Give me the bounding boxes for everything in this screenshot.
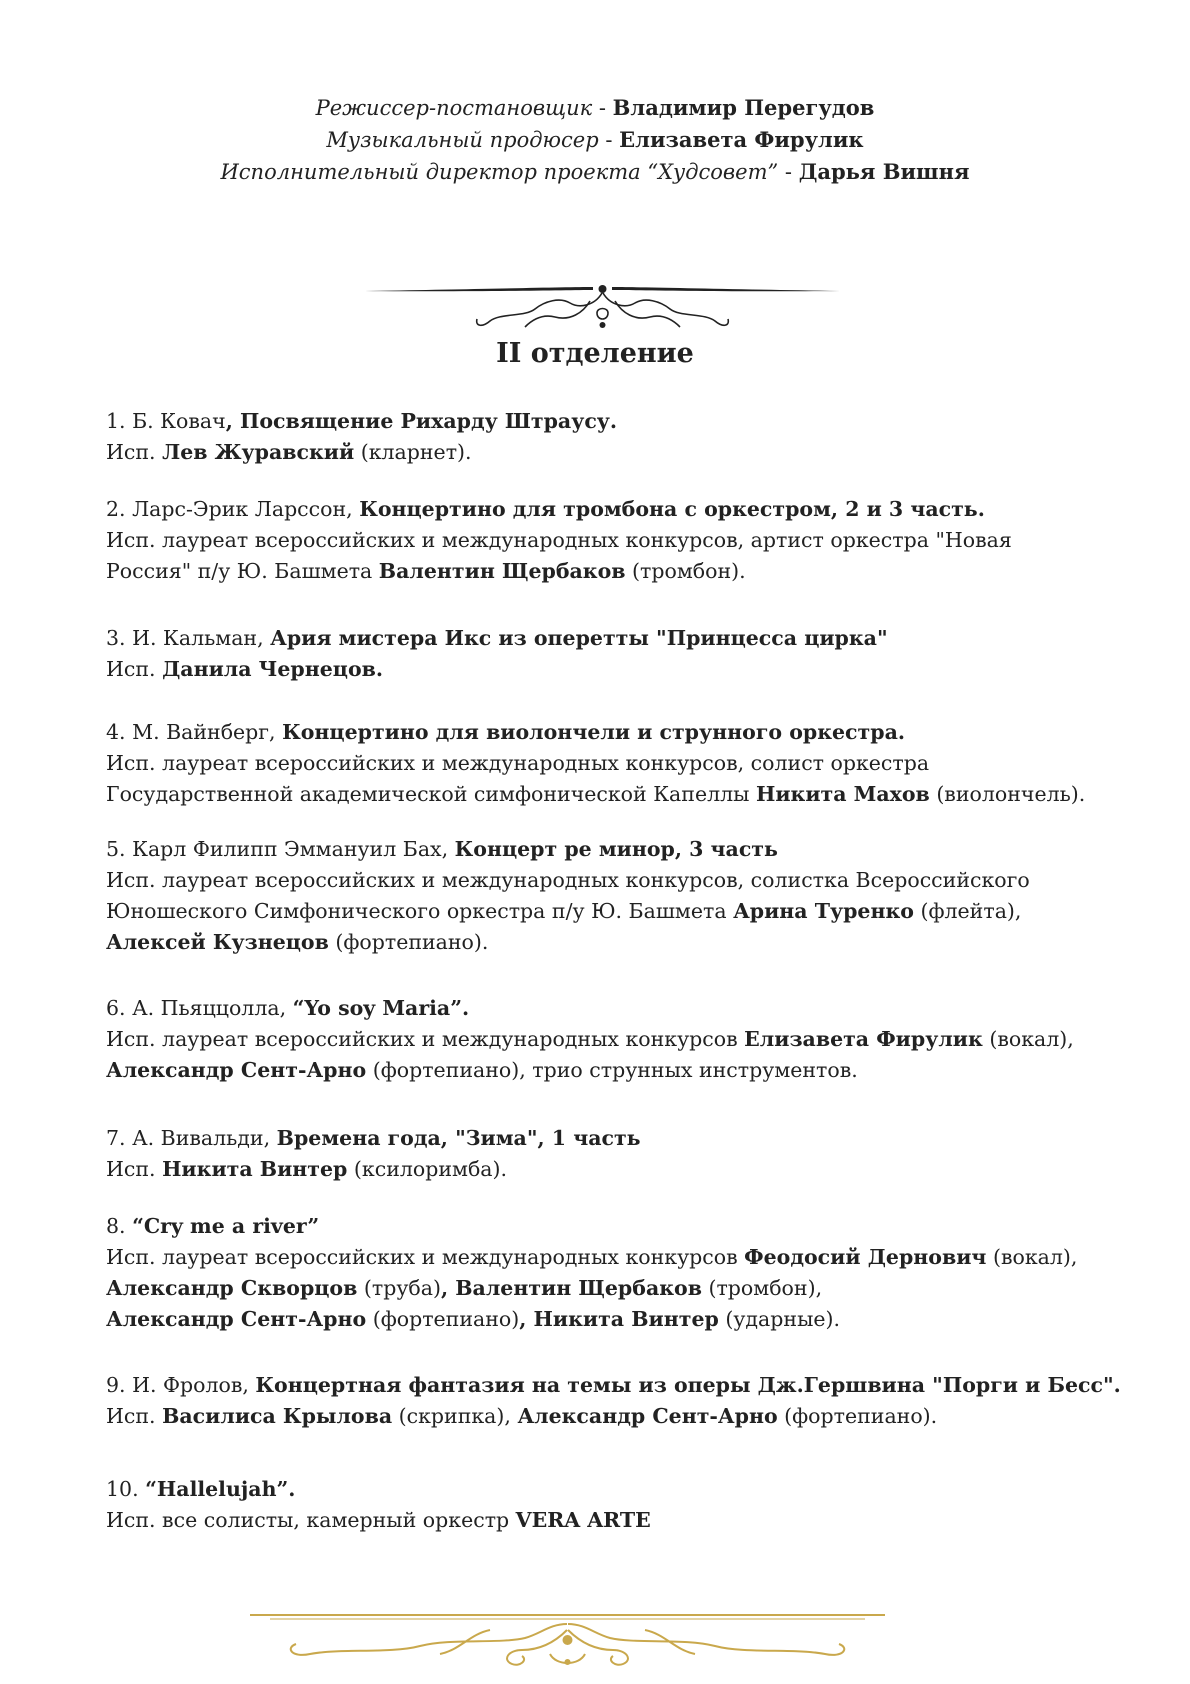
credit-name: Елизавета Фирулик [619,127,864,152]
program-bold-text: “Yo soy Maria”. [292,996,470,1020]
program-line [106,1242,1106,1273]
program-text: (труба) [357,1276,441,1300]
program-line [106,1304,1106,1335]
program-text: 7. А. Вивальди, [106,1126,277,1150]
section-title: II отделение [496,338,694,369]
program-bold-text: Александр Сент-Арно [106,1058,367,1082]
program-bold-text: , Никита Винтер [519,1307,719,1331]
program-text: Юношеского Симфонического оркестра п/у Ю. Башмета [106,899,734,923]
credits-block [0,92,1190,188]
program-line [106,1474,1106,1505]
program-line [106,1211,1106,1242]
program-bold-text: Времена года, "Зима", 1 часть [276,1126,641,1150]
program-bold-text: Александр Сент-Арно [106,1307,367,1331]
program-line [106,896,1106,927]
program-text: 6. А. Пьяццолла, [106,996,293,1020]
credit-name: Дарья Вишня [798,159,970,184]
program-line [106,437,1106,468]
program-text: Государственной академической симфонической Капеллы [106,782,756,806]
program-item [106,1370,1121,1432]
program-text: 2. Ларс-Эрик Ларссон, [106,497,360,521]
program-text: (фортепиано), трио струнных инструментов. [366,1058,858,1082]
credit-role: Музыкальный продюсер [326,128,599,152]
program-text: 8. [106,1214,133,1238]
program-text: (фортепиано) [366,1307,520,1331]
credit-role: Режиссер-постановщик [315,96,593,120]
program-text: (вокал), [982,1027,1074,1051]
program-bold-text: Валентин Щербаков [378,559,626,583]
program-line [106,993,1106,1024]
program-text: 4. М. Вайнберг, [106,720,283,744]
program-bold-text: Феодосий Дернович [744,1245,987,1269]
program-bold-text: Концертино для виолончели и струнного оркестра. [282,720,905,744]
program-bold-text: Концертино для тромбона с оркестром, 2 и 3 часть. [359,497,985,521]
program-item [106,406,1106,468]
credit-separator: - [778,160,799,184]
program-text: 10. [106,1477,146,1501]
program-line [106,494,1106,525]
credit-separator: - [592,96,613,120]
program-line [106,1273,1106,1304]
program-bold-text: Александр Сент-Арно [517,1404,778,1428]
footer-ornament-icon [250,1610,885,1676]
program-text: Исп. [106,440,163,464]
program-line [106,1505,1106,1536]
program-text: 5. Карл Филипп Эммануил Бах, [106,837,455,861]
program-bold-text: Алексей Кузнецов [106,930,329,954]
divider-ornament-icon [365,283,840,333]
program-text: (ударные). [718,1307,841,1331]
program-bold-text: Никита Махов [755,782,930,806]
program-item [106,717,1106,810]
program-text: 3. И. Кальман, [106,626,271,650]
program-line [106,1401,1106,1432]
program-item [106,1211,1106,1335]
program-bold-text: Ария мистера Икс из оперетты "Принцесса цирка" [270,626,888,650]
program-text: (тромбон). [625,559,746,583]
program-bold-text: Никита Винтер [162,1157,348,1181]
program-text: (флейта), [913,899,1022,923]
program-bold-text: , Валентин Щербаков [440,1276,702,1300]
program-bold-text: Данила Чернецов. [162,657,383,681]
program-bold-text: Александр Скворцов [106,1276,358,1300]
program-line: Исп. лауреат всероссийских и международных конкурсов, солист оркестра [106,751,930,775]
program-bold-text: Лев Журавский [162,440,355,464]
program-bold-text: Арина Туренко [733,899,914,923]
program-text: Россия" п/у Ю. Башмета [106,559,379,583]
program-bold-text: Василиса Крылова [162,1404,393,1428]
program-text: Исп. лауреат всероссийских и международных конкурсов [106,1027,745,1051]
program-text: (тромбон), [701,1276,823,1300]
program-line [106,717,1106,748]
program-text: Исп. [106,657,163,681]
program-text: (скрипка), [392,1404,518,1428]
credit-line [0,156,1190,188]
program-text: 9. И. Фролов, [106,1373,256,1397]
program-bold-text: , Посвящение Рихарду Штраусу. [225,409,618,433]
program-line [106,623,1106,654]
program-item [106,993,1106,1086]
program-line [106,1024,1106,1055]
program-line: Исп. лауреат всероссийских и международных конкурсов, солистка Всероссийского [106,868,1030,892]
program-bold-text: Концерт ре минор, 3 часть [454,837,778,861]
program-line [106,1154,1106,1185]
program-text: Исп. лауреат всероссийских и международных конкурсов [106,1245,745,1269]
program-bold-text: Концертная фантазия на темы из оперы Дж.Гершвина "Порги и Бесс". [255,1373,1121,1397]
program-bold-text: “Hallelujah”. [145,1477,296,1501]
program-line [106,654,1106,685]
program-text: Исп. [106,1157,163,1181]
program-line [106,927,1106,958]
program-text: (вокал), [986,1245,1078,1269]
program-text: 1. Б. Ковач [106,409,226,433]
program-line: Исп. лауреат всероссийских и международных конкурсов, артист оркестра "Новая [106,528,1012,552]
program-bold-text: VERA ARTE [515,1508,651,1532]
program-text: (ксилоримба). [347,1157,508,1181]
credit-line [0,92,1190,124]
program-item [106,494,1106,587]
program-line [106,1123,1106,1154]
credit-name: Владимир Перегудов [612,95,875,120]
credit-line [0,124,1190,156]
program-text: Исп. [106,1404,163,1428]
program-item [106,834,1106,958]
program-line [106,779,1106,810]
program-text: Исп. все солисты, камерный оркестр [106,1508,516,1532]
program-text: (фортепиано). [328,930,489,954]
program-item [106,1123,1106,1185]
program-line [106,1055,1106,1086]
program-bold-text: “Cry me a river” [132,1214,320,1238]
program-line [106,406,1106,437]
program-text: (кларнет). [354,440,472,464]
program-line [106,556,1106,587]
credit-role: Исполнительный директор проекта “Худсовет” [220,160,779,184]
program-line [106,1370,1121,1401]
program-text: (фортепиано). [777,1404,938,1428]
program-text: (виолончель). [929,782,1086,806]
program-item [106,623,1106,685]
program-item [106,1474,1106,1536]
program-line [106,834,1106,865]
program-bold-text: Елизавета Фирулик [744,1027,983,1051]
credit-separator: - [598,128,620,152]
